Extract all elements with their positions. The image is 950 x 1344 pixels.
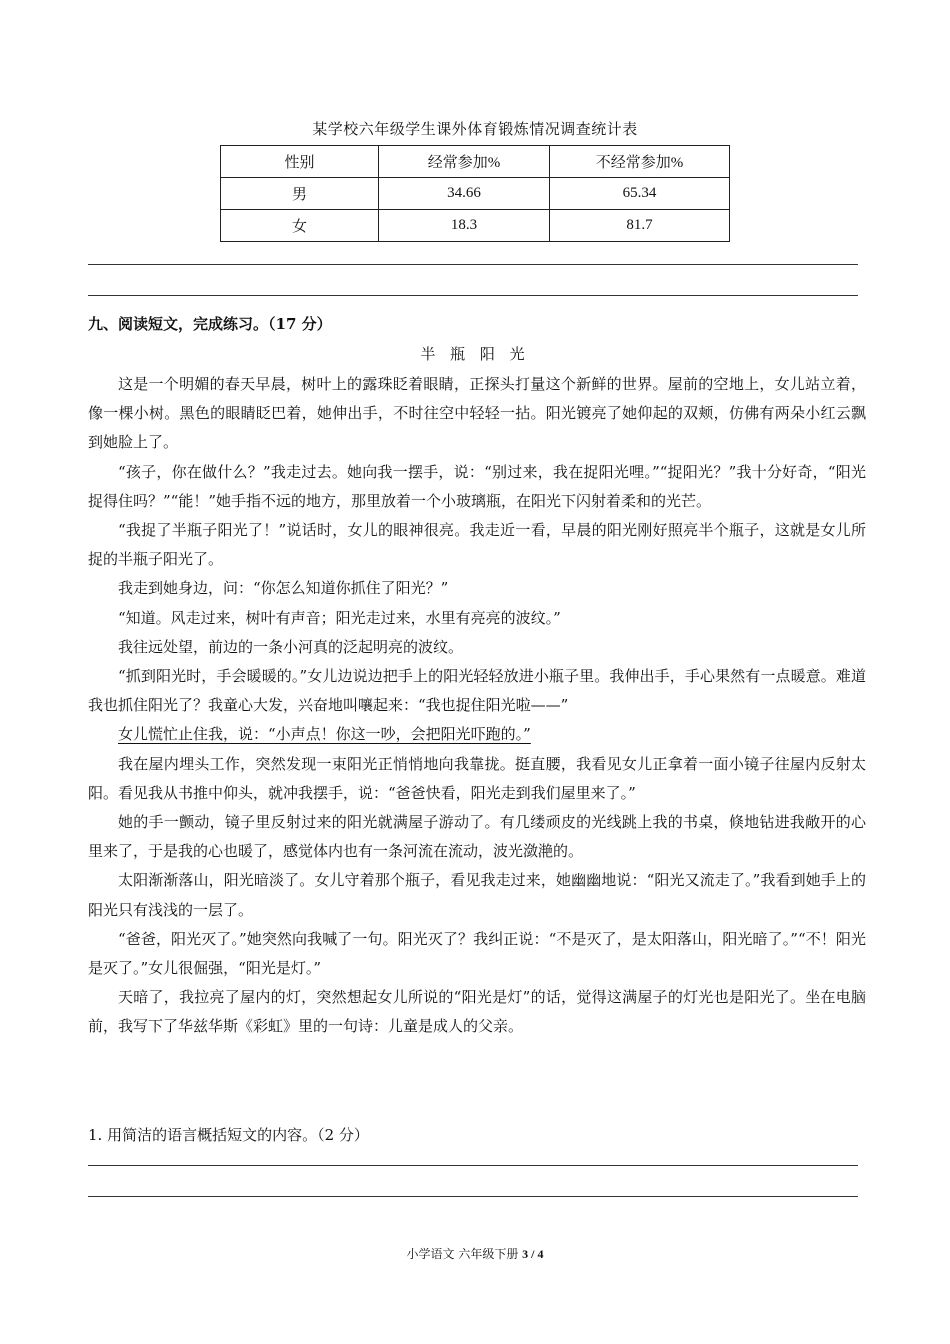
passage-paragraph: “孩子，你在做什么？”我走过去。她向我一摆手，说：“别过来，我在捉阳光哩。”“捉阳光？”我十分好奇，“阳光捉得住吗？”“能！”她手指不远的地方，那里放着一个小玻璃瓶，在阳光下闪射着柔和的光芒。 (88, 462, 866, 510)
table-cell: 81.7 (550, 210, 730, 242)
passage-paragraph: 这是一个明媚的春天早晨，树叶上的露珠眨着眼睛，正探头打量这个新鲜的世界。屋前的空地上，女儿站立着，像一棵小树。黑色的眼睛眨巴着，她伸出手，不时往空中轻轻一拈。阳光镀亮了她仰起的双颊，仿佛有两朵小红云飘到她脸上了。 (88, 375, 866, 452)
table-cell: 65.34 (550, 178, 730, 210)
underlined-sentence: 女儿慌忙止住我，说：“小声点！你这一吵，会把阳光吓跑的。” (118, 725, 531, 744)
answer-line[interactable] (88, 295, 858, 296)
table-cell: 18.3 (379, 210, 550, 242)
footer-text: 小学语文 六年级下册 (406, 1247, 523, 1261)
answer-line[interactable] (88, 1196, 858, 1197)
passage-paragraph: 她的手一颤动，镜子里反射过来的阳光就满屋子游动了。有几缕顽皮的光线跳上我的书桌，倏地钻进我敞开的心里来了，于是我的心也暖了，感觉体内也有一条河流在流动，波光潋滟的。 (88, 813, 866, 861)
table-header-cell: 经常参加% (379, 146, 550, 178)
passage-paragraph: 天暗了，我拉亮了屋内的灯，突然想起女儿所说的“阳光是灯”的话，觉得这满屋子的灯光也是阳光了。坐在电脑前，我写下了华兹华斯《彩虹》里的一句诗：儿童是成人的父亲。 (88, 988, 866, 1036)
page-footer (0, 1245, 950, 1262)
passage-paragraph: 我往远处望，前边的一条小河真的泛起明亮的波纹。 (118, 637, 464, 656)
table-caption: 某学校六年级学生课外体育锻炼情况调查统计表 (312, 120, 638, 138)
passage-paragraph: 太阳渐渐落山，阳光暗淡了。女儿守着那个瓶子，看见我走过来，她幽幽地说：“阳光又流走了。”我看到她手上的阳光只有浅浅的一层了。 (88, 871, 866, 919)
answer-line[interactable] (88, 264, 858, 265)
table-cell: 34.66 (379, 178, 550, 210)
passage-paragraph: “爸爸，阳光灭了。”她突然向我喊了一句。阳光灭了？我纠正说：“不是灭了，是太阳落山，阳光暗了。”“不！阳光是灭了。”女儿很倔强，“阳光是灯。” (88, 929, 866, 978)
passage-text (88, 370, 866, 1042)
passage-paragraph: 我在屋内埋头工作，突然发现一束阳光正悄悄地向我靠拢。挺直腰，我看见女儿正拿着一面小镜子往屋内反射太阳。看见我从书推中仰头，就冲我摆手，说：“爸爸快看，阳光走到我们屋里来了。” (88, 754, 866, 802)
table-cell: 男 (221, 178, 379, 210)
passage-paragraph: “我捉了半瓶子阳光了！”说话时，女儿的眼神很亮。我走近一看，早晨的阳光刚好照亮半个瓶子，这就是女儿所捉的半瓶子阳光了。 (88, 521, 866, 569)
passage-paragraph: “知道。风走过来，树叶有声音；阳光走过来，水里有亮亮的波纹。” (118, 608, 561, 627)
table-cell: 女 (221, 210, 379, 242)
passage-paragraph: 我走到她身边，问：“你怎么知道你抓住了阳光？” (118, 579, 449, 598)
table-header-cell: 不经常参加% (550, 146, 730, 178)
question-1: 1. 用简洁的语言概括短文的内容。（2 分） (88, 1126, 369, 1144)
table-row (221, 178, 730, 210)
statistics-table (220, 145, 730, 242)
passage-paragraph: “抓到阳光时，手会暖暖的。”女儿边说边把手上的阳光轻轻放进小瓶子里。我伸出手，手心果然有一点暖意。难道我也抓住阳光了？我童心大发，兴奋地叫嚷起来：“我也捉住阳光啦——” (88, 667, 866, 715)
section-heading: 九、阅读短文，完成练习。（17 分） (88, 315, 332, 333)
page-number: 3 / 4 (522, 1247, 544, 1261)
table-header-cell: 性别 (221, 146, 379, 178)
table-header-row (221, 146, 730, 178)
answer-line[interactable] (88, 1165, 858, 1166)
passage-title: 半 瓶 阳 光 (420, 345, 530, 363)
underlined-paragraph (88, 720, 866, 749)
table-row (221, 210, 730, 242)
